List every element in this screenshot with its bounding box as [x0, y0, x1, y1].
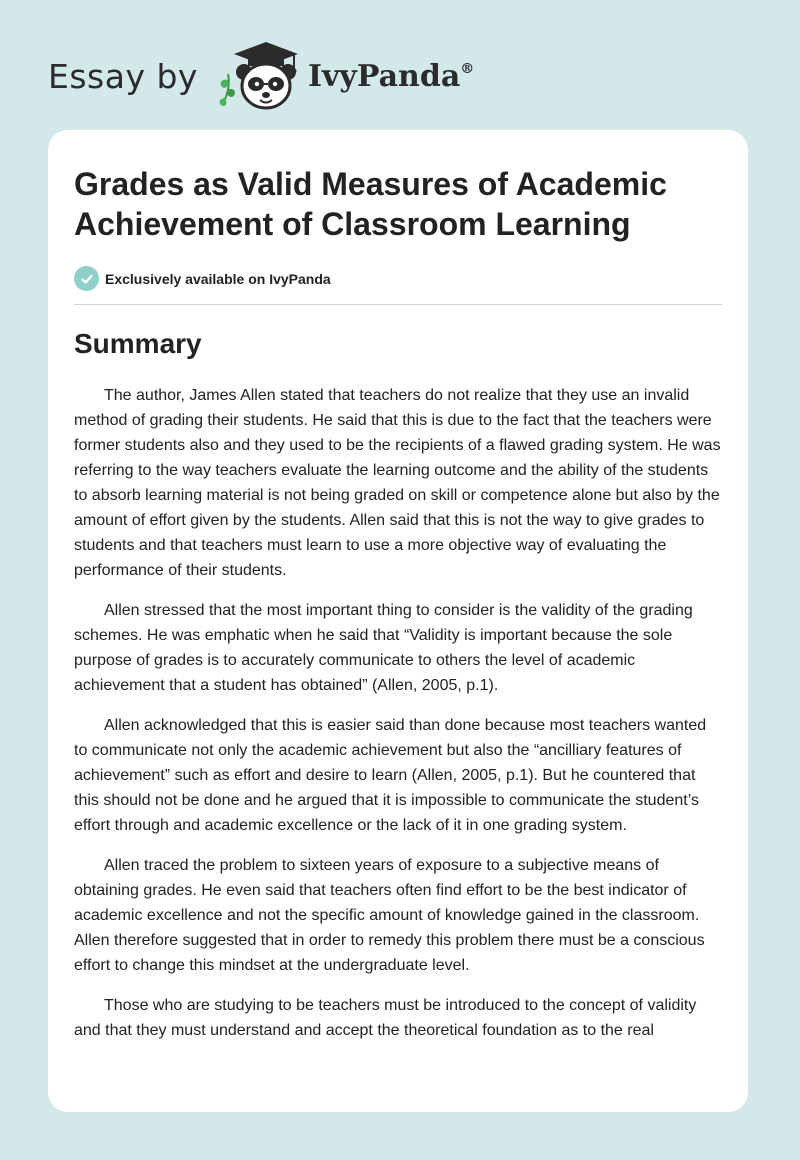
paragraph: Allen stressed that the most important thing to consider is the validity of the grading schemes. He was emphatic when he said that “Validity is important because the sole purpose of grades is to accurately communicate to others the level of academic achievement that a student has obtained” (Allen, 2005, p.1). [74, 602, 693, 694]
paragraph: Allen traced the problem to sixteen years of exposure to a subjective means of obtaining grades. He even said that teachers often find effort to be the best indicator of academic excellence and not the specific amount of knowledge gained in the classroom. Allen therefore suggested that in order to remedy this problem there must be a conscious effort to change this mindset at the undergraduate level. [74, 857, 705, 974]
essay-title: Grades as Valid Measures of Academic Achievement of Classroom Learning [74, 166, 667, 242]
exclusive-badge [74, 266, 722, 305]
brand-header [48, 36, 474, 116]
paragraph: Those who are studying to be teachers must be introduced to the concept of validity and that they must understand and accept the theoretical foundation as to the real [74, 997, 697, 1039]
brand-prefix: Essay by [48, 56, 198, 96]
badge-text: Exclusively available on IvyPanda [105, 270, 331, 287]
check-icon [74, 266, 99, 291]
paragraph: The author, James Allen stated that teachers do not realize that they use an invalid method of grading their students. He said that this is due to the fact that the teachers were former students also and they used to be the recipients of a flawed grading system. He was referring to the way teachers evaluate the learning outcome and the ability of the students to absorb learning material is not being graded on skill or competence alone but also by the amount of effort given by the students. Allen said that this is not the way to give grades to students and that teachers must learn to use a more objective way of evaluating the performance of their students. [74, 387, 721, 579]
essay-card [48, 130, 748, 1112]
panda-logo-icon [214, 40, 300, 112]
paragraph: Allen acknowledged that this is easier said than done because most teachers wanted to communicate not only the academic achievement but also the “ancilliary features of achievement” such as effort and desire to learn (Allen, 2005, p.1). But he countered that this should not be done and he argued that it is impossible to communicate the student’s effort through and academic excellence or the lack of it in one grading system. [74, 717, 707, 834]
essay-body [74, 383, 722, 1043]
section-heading: Summary [74, 328, 202, 359]
brand-name: IvyPanda® [307, 58, 475, 94]
